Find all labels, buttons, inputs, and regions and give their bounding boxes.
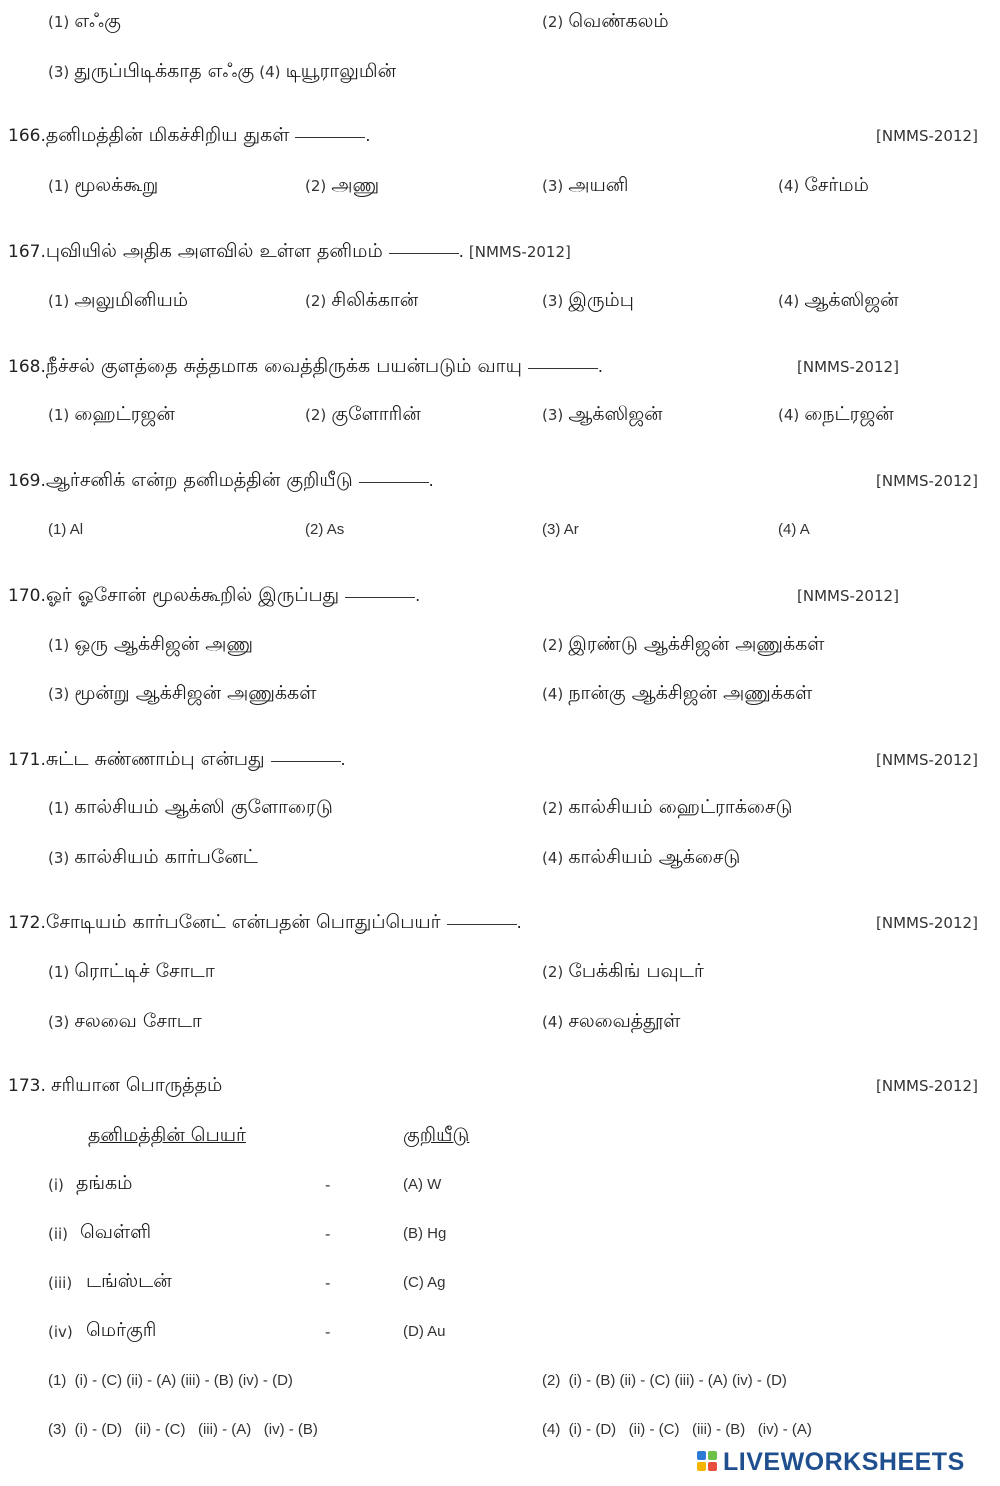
match-roman: (ii) [48,1225,69,1243]
exam-tag: [NMMS-2012] [876,1077,978,1095]
option-2[interactable]: (2) இரண்டு ஆக்சிஜன் அணுக்கள் [542,633,825,655]
answer-option-2[interactable]: (2) (i) - (B) (ii) - (C) (iii) - (A) (iv) - (D) [542,1372,787,1389]
answer-blank[interactable] [345,596,415,598]
option-2[interactable]: (2) கால்சியம் ஹைட்ராக்சைடு [542,796,793,818]
exam-tag: [NMMS-2012] [876,472,978,490]
match-dash: - [325,1323,331,1341]
option-1[interactable]: (1) ஹைட்ரஜன் [48,403,175,425]
column-header-element-name: தனிமத்தின் பெயர் [88,1124,246,1146]
option-3-4[interactable]: (3) துருப்பிடிக்காத எஃகு (4) டியூராலுமின் [48,60,397,82]
exam-tag: [NMMS-2012] [797,587,899,605]
liveworksheets-logo-icon [697,1451,719,1473]
option-4[interactable]: (4) கால்சியம் ஆக்சைடு [542,846,741,868]
question-173: 173. சரியான பொருத்தம் [8,1074,223,1096]
exam-tag: [NMMS-2012] [797,358,899,376]
option-3[interactable]: (3) Ar [542,521,579,538]
match-element: டங்ஸ்டன் [86,1270,172,1292]
match-symbol: (A) W [403,1176,442,1193]
answer-blank[interactable] [271,760,341,762]
option-1[interactable]: (1) அலுமினியம் [48,289,189,311]
option-4[interactable]: (4) நைட்ரஜன் [778,403,894,425]
exam-tag: [NMMS-2012] [876,751,978,769]
match-dash: - [325,1176,331,1194]
question-168: 168.நீச்சல் குளத்தை சுத்தமாக வைத்திருக்க பயன்படும் வாயு . [8,355,603,377]
option-2[interactable]: (2) As [305,521,345,538]
answer-option-1[interactable]: (1) (i) - (C) (ii) - (A) (iii) - (B) (iv) - (D) [48,1372,293,1389]
match-symbol: (D) Au [403,1323,446,1340]
option-2[interactable]: (2) வெண்கலம் [542,10,669,32]
option-4[interactable]: (4) ஆக்ஸிஜன் [778,289,899,311]
exam-tag: [NMMS-2012] [876,914,978,932]
option-3[interactable]: (3) சலவை சோடா [48,1010,202,1032]
exam-tag: [NMMS-2012] [468,243,571,261]
option-3[interactable]: (3) அயனி [542,174,629,196]
option-4[interactable]: (4) A [778,521,810,538]
option-4[interactable]: (4) சேர்மம் [778,174,869,196]
match-element: மெர்குரி [86,1319,157,1341]
option-2[interactable]: (2) அணு [305,174,380,196]
liveworksheets-logo-text: LIVEWORKSHEETS [723,1447,965,1476]
match-roman: (iii) [48,1274,73,1292]
answer-option-3[interactable]: (3) (i) - (D) (ii) - (C) (iii) - (A) (iv) - (B) [48,1421,318,1438]
question-172: 172.சோடியம் கார்பனேட் என்பதன் பொதுப்பெயர் . [8,911,522,933]
option-1[interactable]: (1) கால்சியம் ஆக்ஸி குளோரைடு [48,796,333,818]
match-element: தங்கம் [76,1172,133,1194]
option-2[interactable]: (2) குளோரின் [305,403,421,425]
option-4[interactable]: (4) சலவைத்தூள் [542,1010,681,1032]
answer-option-4[interactable]: (4) (i) - (D) (ii) - (C) (iii) - (B) (iv) - (A) [542,1421,812,1438]
match-symbol: (B) Hg [403,1225,447,1242]
option-1[interactable]: (1) ரொட்டிச் சோடா [48,960,215,982]
answer-blank[interactable] [359,481,429,483]
match-dash: - [325,1225,331,1243]
option-1[interactable]: (1) Al [48,521,84,538]
answer-blank[interactable] [295,136,365,138]
option-2[interactable]: (2) பேக்கிங் பவுடர் [542,960,704,982]
answer-blank[interactable] [447,923,517,925]
exam-tag: [NMMS-2012] [876,127,978,145]
option-1[interactable]: (1) எஃகு [48,10,121,32]
option-1[interactable]: (1) ஒரு ஆக்சிஜன் அணு [48,633,254,655]
question-166: 166.தனிமத்தின் மிகச்சிறிய துகள் . [8,124,371,146]
column-header-symbol: குறியீடு [403,1124,470,1146]
answer-blank[interactable] [528,367,598,369]
option-3[interactable]: (3) மூன்று ஆக்சிஜன் அணுக்கள் [48,682,317,704]
match-dash: - [325,1274,331,1292]
question-170: 170.ஓர் ஓசோன் மூலக்கூறில் இருப்பது . [8,584,421,606]
match-element: வெள்ளி [80,1221,152,1243]
option-3[interactable]: (3) இரும்பு [542,289,634,311]
option-1[interactable]: (1) மூலக்கூறு [48,174,159,196]
option-4[interactable]: (4) நான்கு ஆக்சிஜன் அணுக்கள் [542,682,813,704]
question-167: 167.புவியில் அதிக அளவில் உள்ள தனிமம் . [NMMS-2012] [8,240,571,262]
liveworksheets-logo[interactable] [697,1449,965,1475]
match-symbol: (C) Ag [403,1274,446,1291]
option-3[interactable]: (3) ஆக்ஸிஜன் [542,403,663,425]
match-roman: (iv) [48,1323,73,1341]
match-roman: (i) [48,1176,64,1194]
option-3[interactable]: (3) கால்சியம் கார்பனேட் [48,846,258,868]
option-2[interactable]: (2) சிலிக்கான் [305,289,419,311]
question-171: 171.சுட்ட சுண்ணாம்பு என்பது . [8,748,346,770]
answer-blank[interactable] [389,252,459,254]
question-169: 169.ஆர்சனிக் என்ற தனிமத்தின் குறியீடு . [8,469,434,491]
